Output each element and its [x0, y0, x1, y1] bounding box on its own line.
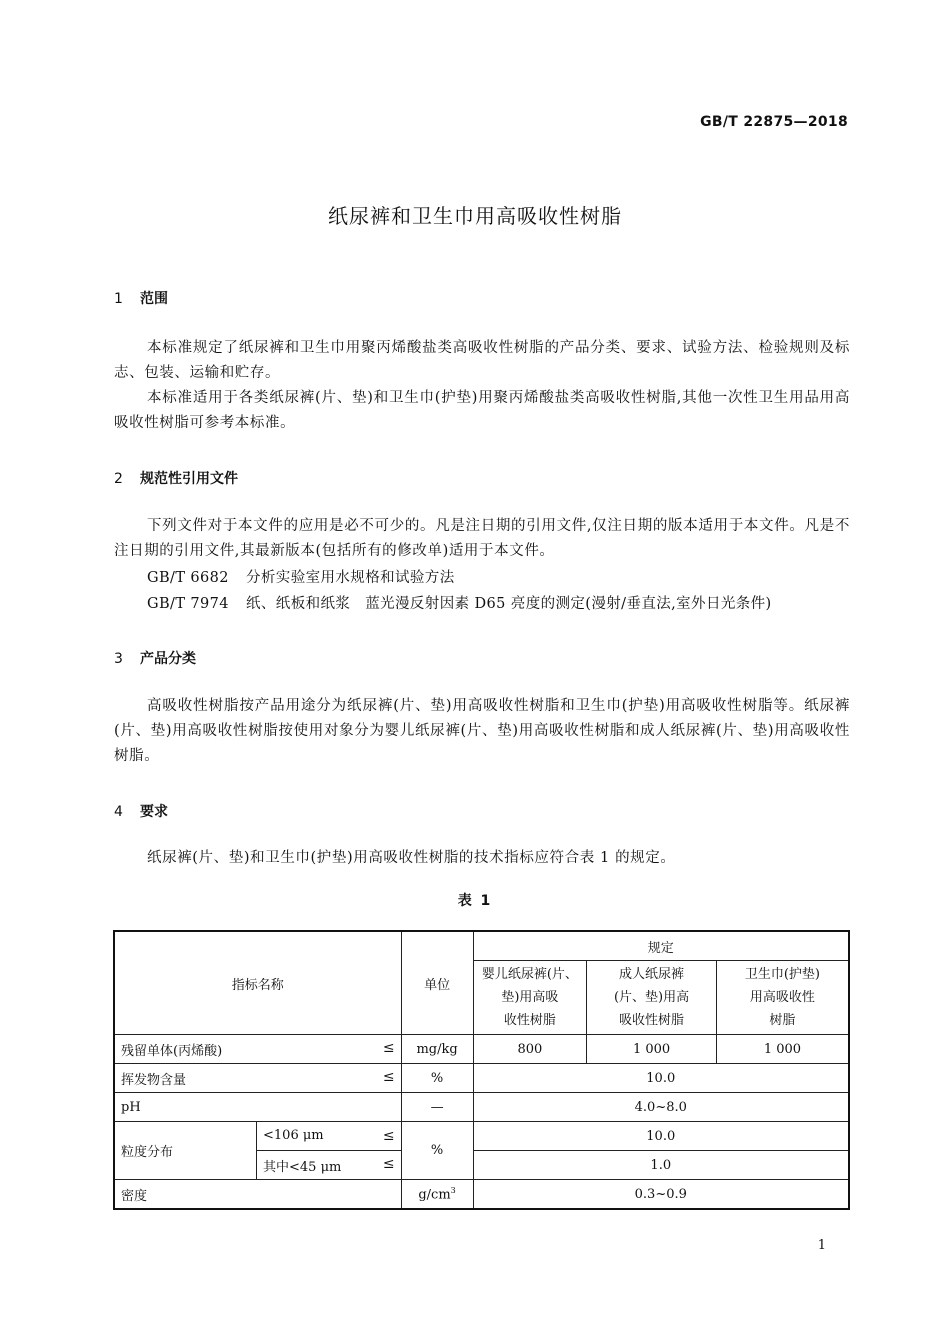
paragraph: 高吸收性树脂按产品用途分为纸尿裤(片、垫)用高吸收性树脂和卫生巾(护垫)用高吸收性树脂等。纸尿裤(片、垫)用高吸收性树脂按使用对象分为婴儿纸尿裤(片、垫)用高吸收性树脂和成人纸尿裤(片、垫)用高吸收性树脂。	[114, 698, 850, 764]
row-label	[114, 1035, 401, 1064]
header-line: 收性树脂	[503, 1013, 556, 1028]
paragraph: 本标准规定了纸尿裤和卫生巾用聚丙烯酸盐类高吸收性树脂的产品分类、要求、试验方法、检验规则及标志、包装、运输和贮存。	[114, 340, 850, 381]
document-title: 纸尿裤和卫生巾用高吸收性树脂	[328, 204, 622, 228]
sublabel-text: 其中<45 μm	[263, 1159, 342, 1175]
row-unit: —	[401, 1093, 473, 1122]
header-line: 树脂	[769, 1013, 796, 1028]
header-sanitary-pad	[716, 961, 849, 1035]
row-name: 密度	[121, 1188, 148, 1204]
paragraph: 下列文件对于本文件的应用是必不可少的。凡是注日期的引用文件,仅注日期的版本适用于本文件。凡是不注日期的引用文件,其最新版本(包括所有的修改单)适用于本文件。	[114, 518, 850, 559]
le-symbol: ≤	[382, 1068, 395, 1085]
section-3-heading	[114, 648, 196, 668]
section-2-heading	[114, 468, 238, 488]
table-row	[114, 1122, 849, 1151]
section-4-heading	[114, 801, 168, 821]
table-row	[114, 1035, 849, 1064]
section-number: 3	[114, 651, 123, 667]
standard-code: GB/T 22875—2018	[700, 114, 848, 130]
header-line: 吸收性树脂	[619, 1013, 685, 1028]
section-title: 要求	[140, 804, 168, 820]
specification-table	[113, 930, 850, 1210]
table-row	[114, 1064, 849, 1093]
section-1-heading	[114, 288, 168, 308]
row-label	[114, 1180, 401, 1210]
row-unit: mg/kg	[401, 1035, 473, 1064]
header-line: (片、垫)用高	[613, 990, 690, 1005]
le-symbol: ≤	[382, 1039, 395, 1056]
cell-value: 4.0~8.0	[473, 1093, 849, 1122]
page-number: 1	[817, 1238, 826, 1253]
row-label	[114, 1064, 401, 1093]
cell-value: 10.0	[473, 1064, 849, 1093]
le-symbol: ≤	[382, 1155, 395, 1172]
cell-value: 10.0	[473, 1122, 849, 1151]
sublabel-text: <106 μm	[263, 1128, 324, 1143]
cell-pad: 1 000	[716, 1035, 849, 1064]
section-number: 1	[114, 291, 123, 307]
reference-title: 分析实验室用水规格和试验方法	[246, 570, 455, 586]
row-unit: %	[401, 1122, 473, 1180]
unit-superscript: 3	[450, 1185, 456, 1195]
row-label	[114, 1093, 401, 1122]
header-indicator: 指标名称	[114, 931, 401, 1035]
section-number: 4	[114, 804, 123, 820]
cell-value: 1.0	[473, 1151, 849, 1180]
cell-adult: 1 000	[587, 1035, 717, 1064]
row-name: 挥发物含量	[121, 1072, 187, 1088]
header-spec: 规定	[473, 931, 849, 961]
section-title: 规范性引用文件	[140, 471, 238, 487]
reference-title: 纸、纸板和纸浆 蓝光漫反射因素 D65 亮度的测定(漫射/垂直法,室外日光条件)	[246, 596, 772, 612]
paragraph: 本标准适用于各类纸尿裤(片、垫)和卫生巾(护垫)用聚丙烯酸盐类高吸收性树脂,其他一次性卫生用品用高吸收性树脂可参考本标准。	[114, 390, 850, 431]
header-baby-diaper	[473, 961, 587, 1035]
header-unit: 单位	[401, 931, 473, 1035]
row-name: pH	[121, 1099, 141, 1115]
header-line: 用高吸收性	[749, 990, 815, 1005]
row-unit: %	[401, 1064, 473, 1093]
table-row	[114, 1180, 849, 1210]
cell-baby: 800	[473, 1035, 587, 1064]
header-adult-diaper	[587, 961, 717, 1035]
section-number: 2	[114, 471, 123, 487]
unit-base: g/cm	[418, 1187, 451, 1203]
header-line: 卫生巾(护垫)	[744, 967, 821, 982]
reference-code: GB/T 6682	[147, 570, 229, 586]
header-line: 垫)用高吸	[501, 990, 559, 1005]
le-symbol: ≤	[382, 1128, 395, 1144]
reference-code: GB/T 7974	[147, 596, 229, 612]
row-unit	[401, 1180, 473, 1210]
reference-item	[147, 566, 455, 587]
row-name: 粒度分布	[114, 1122, 257, 1180]
table-row	[114, 1093, 849, 1122]
section-title: 产品分类	[140, 651, 196, 667]
reference-item	[147, 592, 772, 613]
table-header-row	[114, 931, 849, 961]
header-line: 成人纸尿裤	[619, 967, 685, 982]
row-sublabel	[257, 1151, 402, 1180]
paragraph: 纸尿裤(片、垫)和卫生巾(护垫)用高吸收性树脂的技术指标应符合表 1 的规定。	[147, 850, 676, 866]
row-sublabel	[257, 1122, 402, 1151]
cell-value: 0.3~0.9	[473, 1180, 849, 1210]
table-caption: 表 1	[457, 893, 493, 909]
row-name: 残留单体(丙烯酸)	[121, 1043, 223, 1059]
section-title: 范围	[140, 291, 168, 307]
header-line: 婴儿纸尿裤(片、	[481, 967, 578, 982]
